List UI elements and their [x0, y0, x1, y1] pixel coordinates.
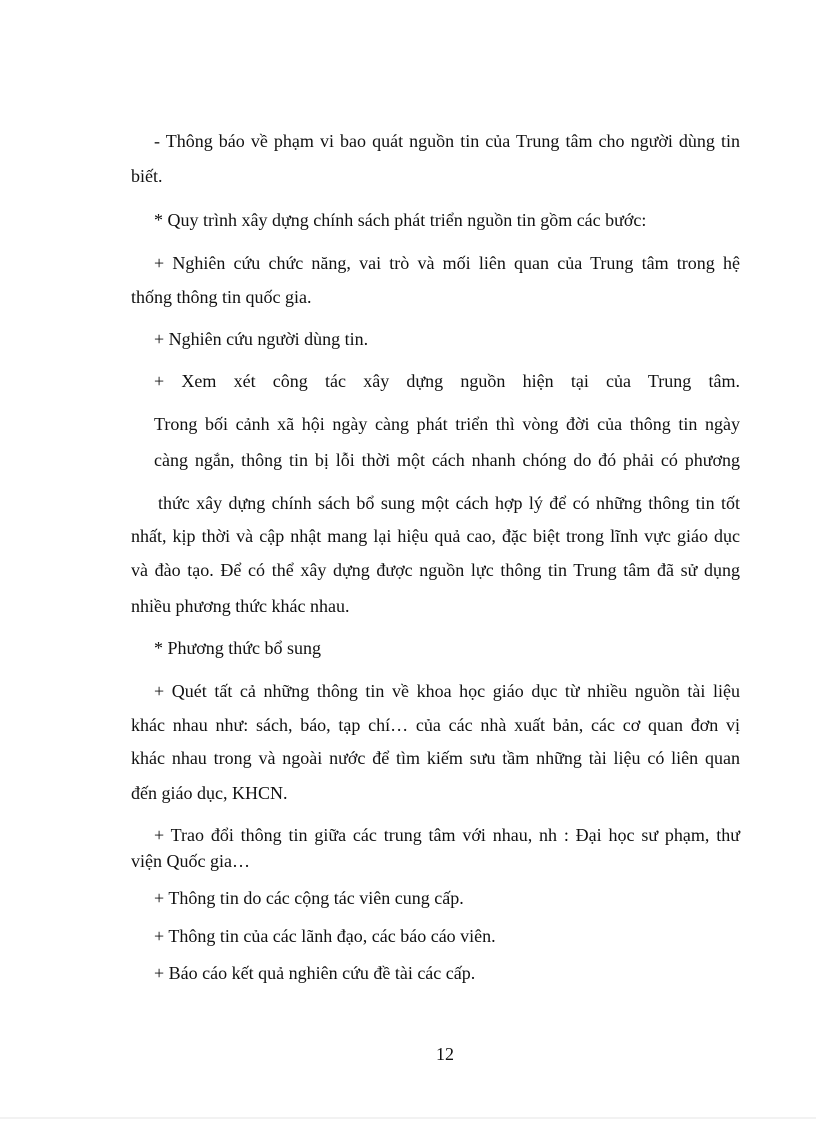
- text-line: thức xây dựng chính sách bổ sung một cách hợp lý để có những thông tin tốt: [158, 493, 740, 513]
- text-line: nhất, kịp thời và cập nhật mang lại hiệu quả cao, đặc biệt trong lĩnh vực giáo dục: [131, 526, 740, 546]
- text-line: khác nhau như: sách, báo, tạp chí… của các nhà xuất bản, các cơ quan đơn vị: [131, 715, 740, 735]
- text-line: và đào tạo. Để có thể xây dựng được nguồn lực thông tin Trung tâm đã sử dụng: [131, 560, 740, 580]
- text-line: * Quy trình xây dựng chính sách phát triển nguồn tin gồm các bước:: [154, 210, 647, 230]
- text-line: viện Quốc gia…: [131, 851, 250, 871]
- page-bottom-edge: [0, 1117, 816, 1119]
- text-line: đến giáo dục, KHCN.: [131, 783, 288, 803]
- text-line: + Nghiên cứu chức năng, vai trò và mối liên quan của Trung tâm trong hệ: [154, 253, 740, 273]
- page-number: 12: [436, 1044, 454, 1064]
- text-line: + Trao đổi thông tin giữa các trung tâm với nhau, nh : Đại học sư phạm, thư: [154, 825, 740, 845]
- text-line: khác nhau trong và ngoài nước để tìm kiếm sưu tầm những tài liệu có liên quan: [131, 748, 740, 768]
- text-line: + Báo cáo kết quả nghiên cứu đề tài các cấp.: [154, 963, 476, 983]
- text-line: + Thông tin của các lãnh đạo, các báo cáo viên.: [154, 926, 496, 946]
- text-line: Trong bối cảnh xã hội ngày càng phát triển thì vòng đời của thông tin ngày: [154, 414, 740, 434]
- text-line: * Phương thức bổ sung: [154, 638, 322, 658]
- text-line: + Thông tin do các cộng tác viên cung cấp.: [154, 888, 464, 908]
- text-line: + Quét tất cả những thông tin về khoa học giáo dục từ nhiều nguồn tài liệu: [154, 681, 740, 701]
- text-line: càng ngắn, thông tin bị lỗi thời một cách nhanh chóng do đó phải có phương: [154, 450, 740, 470]
- text-line: + Xem xét công tác xây dựng nguồn hiện tại của Trung tâm.: [154, 371, 740, 391]
- text-line: thống thông tin quốc gia.: [131, 287, 312, 307]
- text-line: nhiều phương thức khác nhau.: [131, 596, 350, 616]
- text-line: biết.: [131, 166, 163, 186]
- text-line: + Nghiên cứu người dùng tin.: [154, 329, 369, 349]
- text-line: - Thông báo về phạm vi bao quát nguồn tin của Trung tâm cho người dùng tin: [154, 131, 740, 151]
